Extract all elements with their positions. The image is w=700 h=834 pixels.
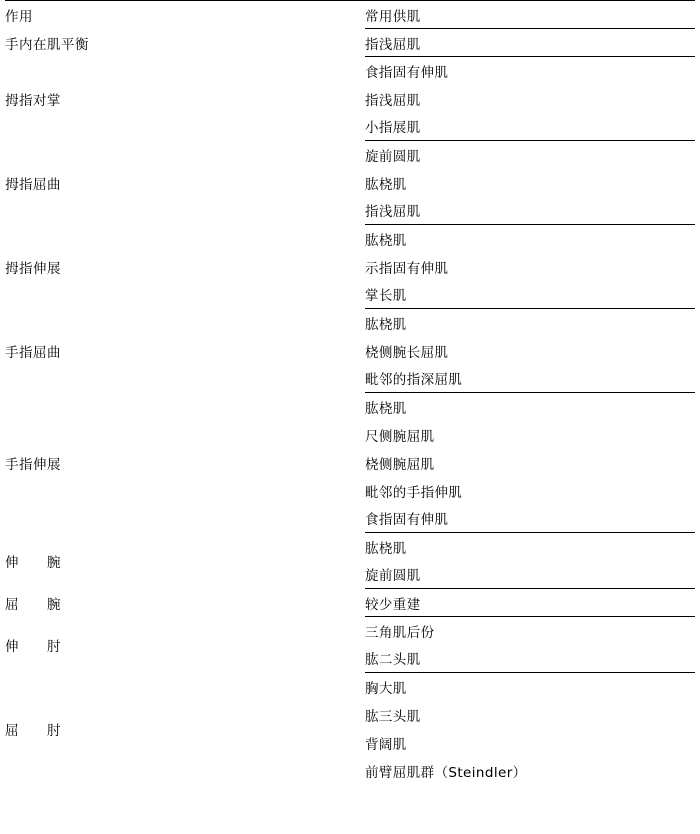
table-row: [5, 393, 695, 421]
donor-cell: 肱二头肌: [365, 645, 695, 673]
action-cell: 伸 肘: [5, 638, 61, 655]
table-row: [5, 533, 695, 561]
table-row: [5, 1, 695, 29]
donor-cell: 小指展肌: [365, 113, 695, 141]
donor-cell: 食指固有伸肌: [365, 505, 695, 533]
donor-cell: 旋前圆肌: [365, 148, 421, 165]
donor-cell: 肱三头肌: [365, 708, 421, 725]
table-row: [5, 225, 695, 253]
action-cell: 拇指屈曲: [5, 176, 61, 193]
donor-cell: 肱桡肌: [365, 540, 407, 557]
action-cell: 屈 腕: [5, 596, 61, 613]
donor-cell: 尺侧腕屈肌: [365, 428, 435, 445]
donor-cell: 指浅屈肌: [365, 92, 421, 109]
donor-cell: 毗邻的手指伸肌: [365, 484, 463, 501]
donor-cell: 桡侧腕长屈肌: [365, 344, 449, 361]
muscle-transfer-table: [5, 0, 695, 785]
donor-cell: 掌长肌: [365, 281, 695, 309]
donor-cell: 指浅屈肌: [365, 29, 695, 57]
action-cell: 作用: [5, 1, 365, 29]
action-cell: 伸 腕: [5, 554, 61, 571]
donor-cell: 肱桡肌: [365, 176, 407, 193]
action-cell: 屈 肘: [5, 722, 61, 739]
table-row: [5, 29, 695, 57]
action-cell: 手内在肌平衡: [5, 36, 89, 53]
donor-cell: 指浅屈肌: [365, 197, 695, 225]
donor-cell: 三角肌后份: [365, 624, 435, 641]
donor-cell: 胸大肌: [365, 680, 407, 697]
table-row: [5, 57, 695, 85]
table-row: [5, 673, 695, 701]
donor-cell: 背阔肌: [365, 736, 407, 753]
table-body: [5, 1, 695, 785]
donor-cell: 食指固有伸肌: [365, 64, 449, 81]
donor-cell: 示指固有伸肌: [365, 260, 449, 277]
donor-cell: 常用供肌: [365, 1, 695, 29]
table-row: [5, 309, 695, 337]
action-cell: 拇指对掌: [5, 92, 61, 109]
donor-cell: 较少重建: [365, 589, 695, 617]
donor-cell: 前臂屈肌群（Steindler）: [365, 764, 527, 781]
action-cell: 手指屈曲: [5, 344, 61, 361]
donor-cell: 肱桡肌: [365, 400, 407, 417]
action-cell: 拇指伸展: [5, 260, 61, 277]
donor-cell: 肱桡肌: [365, 232, 407, 249]
donor-cell: 桡侧腕屈肌: [365, 456, 435, 473]
donor-cell: 肱桡肌: [365, 316, 407, 333]
donor-cell: 旋前圆肌: [365, 561, 695, 589]
table-row: [5, 617, 695, 645]
donor-cell: 毗邻的指深屈肌: [365, 365, 695, 393]
table-row: [5, 141, 695, 169]
action-cell: 手指伸展: [5, 456, 61, 473]
table-row: [5, 589, 695, 617]
